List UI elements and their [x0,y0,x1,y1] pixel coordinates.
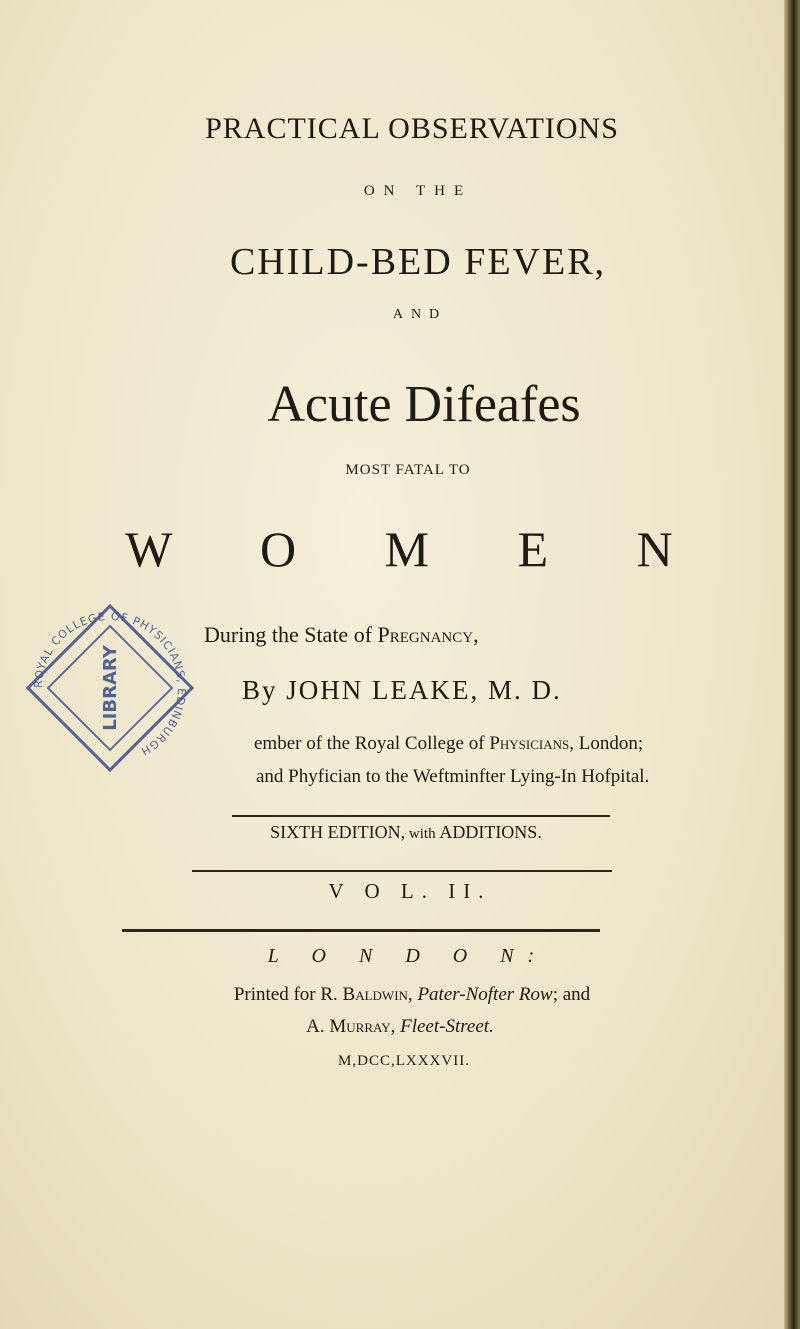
pregnancy-line-prefix: During the State of [204,622,378,647]
printer-line-c: Pater-Nofter Row [412,984,553,1005]
title-line-7: W O M E N [125,521,711,577]
edition-line-a: SIXTH EDITION, [270,822,406,842]
title-line-6: MOST FATAL TO [345,462,471,478]
edition-line-c: ADDITIONS. [439,822,542,842]
member-line-b: London; [574,733,644,754]
title-line-5: Acute Difeafes [267,376,581,433]
physician-line: and Phyfician to the Weftminfter Lying-In Hofpital. [256,766,650,787]
rule-1 [232,815,610,817]
publisher-line-c: Fleet-Street. [395,1016,494,1037]
london-line: L O N D O N: [267,945,549,967]
publisher-line-b: Murray, [329,1016,396,1037]
member-line-a: ember of the Royal College of [254,733,490,754]
pregnancy-line-caps: Pregnancy, [377,622,479,647]
member-line-caps: Physicians, [489,733,574,754]
title-line-4: AND [392,307,448,322]
title-line-2: ON THE [363,183,473,199]
title-line-3: CHILD-BED FEVER, [229,241,607,283]
library-stamp-icon [20,598,200,778]
date-line: M,DCC,LXXXVII. [338,1053,470,1069]
printer-line [12,984,800,1006]
rule-3 [122,929,600,932]
printer-line-b: Baldwin, [342,984,413,1005]
title-line-1: PRACTICAL OBSERVATIONS [205,112,619,145]
member-line [110,733,790,755]
page-edge [784,0,800,1329]
stamp-center-text: LIBRARY [100,645,121,731]
rule-2 [192,870,612,872]
printer-line-a: Printed for R. [233,984,343,1005]
volume-line: V O L. II. [328,879,492,903]
publisher-line-a: A. [306,1016,330,1037]
author-line: By JOHN LEAKE, M. D. [242,675,562,705]
edition-line-b: with [405,826,440,842]
publisher-line [0,1016,800,1038]
stamp-ring-text: ROYAL COLLEGE OF PHYSICIANS, EDINBURGH [31,609,189,759]
printer-line-d: ; and [552,984,591,1005]
edition-line [6,822,800,843]
